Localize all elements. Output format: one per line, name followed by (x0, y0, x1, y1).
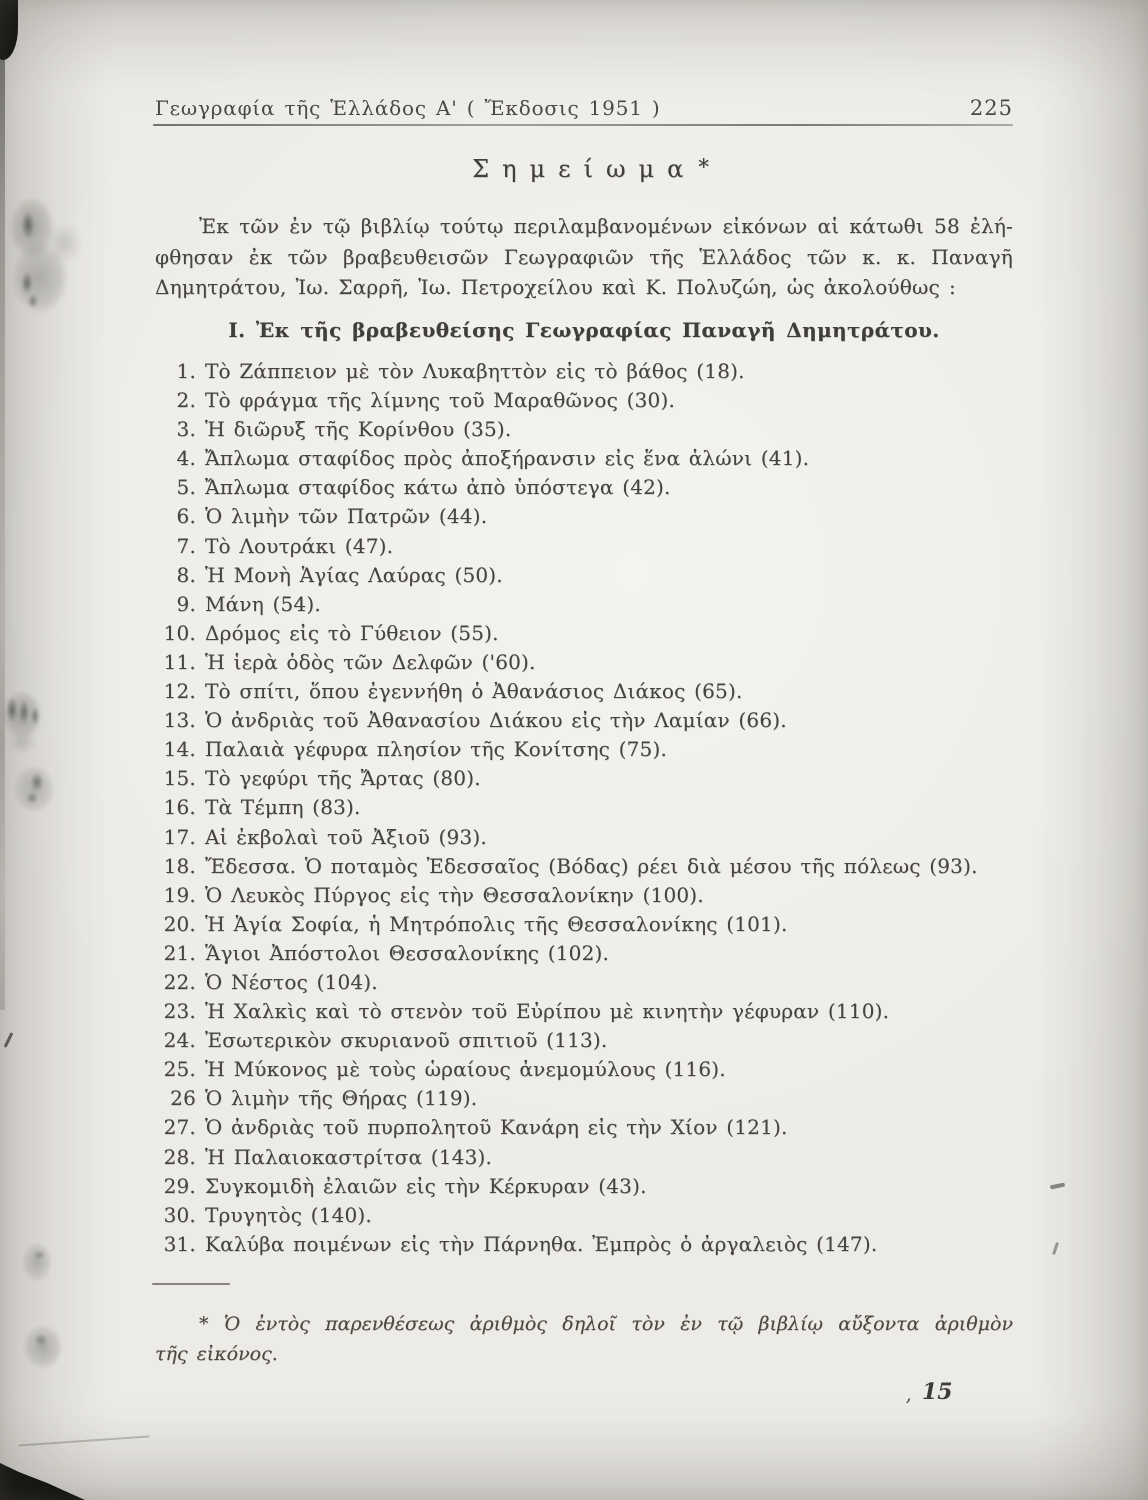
list-item (155, 619, 1035, 648)
list-item (155, 473, 1035, 502)
list-item (155, 444, 1035, 473)
item-number: 13. (163, 708, 196, 733)
figure-list (155, 357, 1035, 1259)
item-text: Ἅγιοι Ἀπόστολοι Θεσσαλονίκης (102). (205, 940, 610, 965)
item-text: Ὁ Λευκὸς Πύργος εἰς τὴν Θεσσαλονίκην (100). (205, 882, 704, 907)
document-title (155, 155, 1013, 183)
item-text: Αἱ ἐκβολαὶ τοῦ Ἀξιοῦ (93). (205, 824, 487, 849)
item-text: Μάνη (54). (205, 591, 321, 616)
page-header (155, 96, 1013, 120)
list-item (155, 561, 1035, 590)
item-number: 5. (176, 475, 196, 500)
item-text: Ὁ ἀνδριὰς τοῦ πυρπολητοῦ Κανάρη εἰς τὴν Χίον (121). (205, 1115, 788, 1140)
list-item (155, 735, 1035, 764)
item-number: 19. (163, 882, 196, 907)
section-heading: Ι. Ἐκ τῆς βραβευθείσης Γεωγραφίας Παναγῆ Δημητράτου. (228, 318, 940, 342)
intro-line: Δημητράτου, Ἰω. Σαρρῆ, Ἰω. Πετροχείλου καὶ Κ. Πολυζώη, ὡς ἀκολούθως : (155, 275, 956, 299)
footnote-line: τῆς εἰκόνος. (155, 1343, 278, 1365)
item-number: 18. (163, 853, 196, 878)
item-text: Τὸ σπίτι, ὅπου ἐγεννήθη ὁ Ἀθανάσιος Διάκος (65). (205, 679, 743, 704)
item-text: Ἔδεσσα. Ὁ ποταμὸς Ἐδεσσαῖος (Βόδας) ρέει διὰ μέσου τῆς πόλεως (93). (205, 853, 978, 878)
item-number: 24. (163, 1028, 196, 1053)
header-rule (153, 124, 1013, 126)
document-title-text: Σημείωμα (472, 155, 697, 183)
list-item (155, 502, 1035, 531)
list-item (155, 1084, 1035, 1113)
intro-line: φθησαν ἐκ τῶν βραβευθεισῶν Γεωγραφιῶν τῆς Ἑλλάδος τῶν κ. κ. Παναγῆ (155, 244, 1013, 269)
item-text: Ἐσωτερικὸν σκυριανοῦ σπιτιοῦ (113). (205, 1028, 608, 1053)
item-number: 1. (176, 359, 196, 383)
item-number: 11. (163, 649, 196, 674)
list-item (155, 939, 1035, 968)
item-number: 21. (163, 940, 196, 965)
page-number: 225 (969, 96, 1013, 120)
intro-paragraph (155, 211, 1013, 303)
item-text: Ἄπλωμα σταφίδος πρὸς ἀποξήρανσιν εἰς ἕνα ἁλώνι (41). (205, 446, 810, 471)
list-item (155, 415, 1035, 444)
item-text: Ἡ ἱερὰ ὁδὸς τῶν Δελφῶν ('60). (205, 649, 536, 674)
item-number: 27. (163, 1115, 196, 1140)
item-number: 15. (163, 766, 196, 791)
item-number: 30. (163, 1202, 196, 1227)
item-text: Ἡ διῶρυξ τῆς Κορίνθου (35). (205, 417, 512, 442)
item-text: Ὁ λιμὴν τῆς Θήρας (119). (205, 1086, 478, 1111)
item-text: Ἡ Μονὴ Ἁγίας Λαύρας (50). (205, 562, 503, 587)
list-item (155, 648, 1035, 677)
list-item (155, 532, 1035, 561)
list-item (155, 1055, 1035, 1084)
list-item (155, 881, 1035, 910)
list-item (155, 968, 1035, 997)
item-number: 14. (163, 737, 196, 762)
item-text: Τρυγητὸς (140). (205, 1202, 372, 1227)
list-item (155, 1172, 1035, 1201)
item-number: 7. (176, 533, 196, 558)
item-text: Παλαιὰ γέφυρα πλησίον τῆς Κονίτσης (75). (205, 737, 668, 762)
item-number: 20. (163, 911, 196, 936)
stray-comma-mark: ’ (905, 1394, 912, 1418)
list-item (155, 386, 1035, 415)
list-item (155, 590, 1035, 619)
list-item (155, 1143, 1035, 1172)
item-text: Καλύβα ποιμένων εἰς τὴν Πάρνηθα. Ἐμπρὸς ὁ ἀργαλειὸς (147). (205, 1231, 878, 1256)
item-text: Συγκομιδὴ ἐλαιῶν εἰς τὴν Κέρκυραν (43). (205, 1173, 647, 1198)
item-text: Τὸ φράγμα τῆς λίμνης τοῦ Μαραθῶνος (30). (205, 388, 676, 413)
item-number: 2. (176, 388, 196, 413)
item-number: 3. (176, 417, 196, 442)
item-number: 10. (163, 620, 196, 645)
footnote-asterisk: * (698, 155, 709, 179)
list-item (155, 793, 1035, 822)
list-item (155, 1113, 1035, 1142)
list-item (155, 997, 1035, 1026)
item-text: Ἡ Χαλκὶς καὶ τὸ στενὸν τοῦ Εὐρίπου μὲ κινητὴν γέφυραν (110). (205, 999, 890, 1024)
item-text: Δρόμος εἰς τὸ Γύθειον (55). (205, 620, 499, 645)
item-number: 31. (163, 1231, 196, 1256)
item-number: 17. (163, 824, 196, 849)
item-number: 29. (163, 1173, 196, 1198)
list-item (155, 706, 1035, 735)
item-text: Ἄπλωμα σταφίδος κάτω ἀπὸ ὑπόστεγα (42). (205, 475, 671, 500)
list-item (155, 910, 1035, 939)
item-number: 9. (176, 591, 196, 616)
list-item (155, 677, 1035, 706)
item-number: 25. (163, 1057, 196, 1082)
intro-line: Ἐκ τῶν ἐν τῷ βιβλίῳ τούτῳ περιλαμβανομένων εἰκόνων αἱ κάτωθι 58 ἐλή- (199, 214, 1013, 238)
item-text: Τὸ γεφύρι τῆς Ἄρτας (80). (205, 766, 481, 791)
item-number: 8. (176, 562, 196, 587)
item-text: Ὁ λιμὴν τῶν Πατρῶν (44). (205, 504, 488, 529)
item-number: 4. (176, 446, 196, 471)
item-text: Τὸ Ζάππειον μὲ τὸν Λυκαβηττὸν εἰς τὸ βάθος (18). (205, 359, 745, 383)
item-text: Τὰ Τέμπη (83). (205, 795, 361, 820)
footnote (155, 1309, 1013, 1369)
item-text: Ἡ Μύκονος μὲ τοὺς ὡραίους ἀνεμομύλους (116). (205, 1057, 726, 1082)
list-item (155, 1230, 1035, 1259)
list-item (155, 852, 1035, 881)
item-text: Τὸ Λουτράκι (47). (205, 533, 394, 558)
item-text: Ἡ Ἁγία Σοφία, ἡ Μητρόπολις τῆς Θεσσαλονίκης (101). (205, 911, 788, 936)
item-number: 28. (163, 1144, 196, 1169)
list-item (155, 823, 1035, 852)
item-number: 22. (163, 969, 196, 994)
list-item (155, 1201, 1035, 1230)
item-number: 6. (176, 504, 196, 529)
item-text: Ὁ ἀνδριὰς τοῦ Ἀθανασίου Διάκου εἰς τὴν Λαμίαν (66). (205, 708, 787, 733)
list-item (155, 764, 1035, 793)
item-text: Ὁ Νέστος (104). (205, 969, 378, 994)
item-number: 16. (163, 795, 196, 820)
list-item (155, 1026, 1035, 1055)
item-number: 23. (163, 999, 196, 1024)
running-title: Γεωγραφία τῆς Ἑλλάδος Α' ( Ἔκδοσις 1951 ) (155, 96, 661, 120)
footnote-line: * Ὁ ἐντὸς παρενθέσεως ἀριθμὸς δηλοῖ τὸν ἐν τῷ βιβλίῳ αὔξοντα ἀριθμὸν (199, 1313, 1013, 1335)
item-number: 12. (163, 679, 196, 704)
item-text: Ἡ Παλαιοκαστρίτσα (143). (205, 1144, 493, 1169)
signature-number: 15 (922, 1379, 953, 1405)
item-number: 26 (170, 1086, 196, 1111)
list-item (155, 357, 1035, 386)
footnote-separator (152, 1283, 230, 1285)
